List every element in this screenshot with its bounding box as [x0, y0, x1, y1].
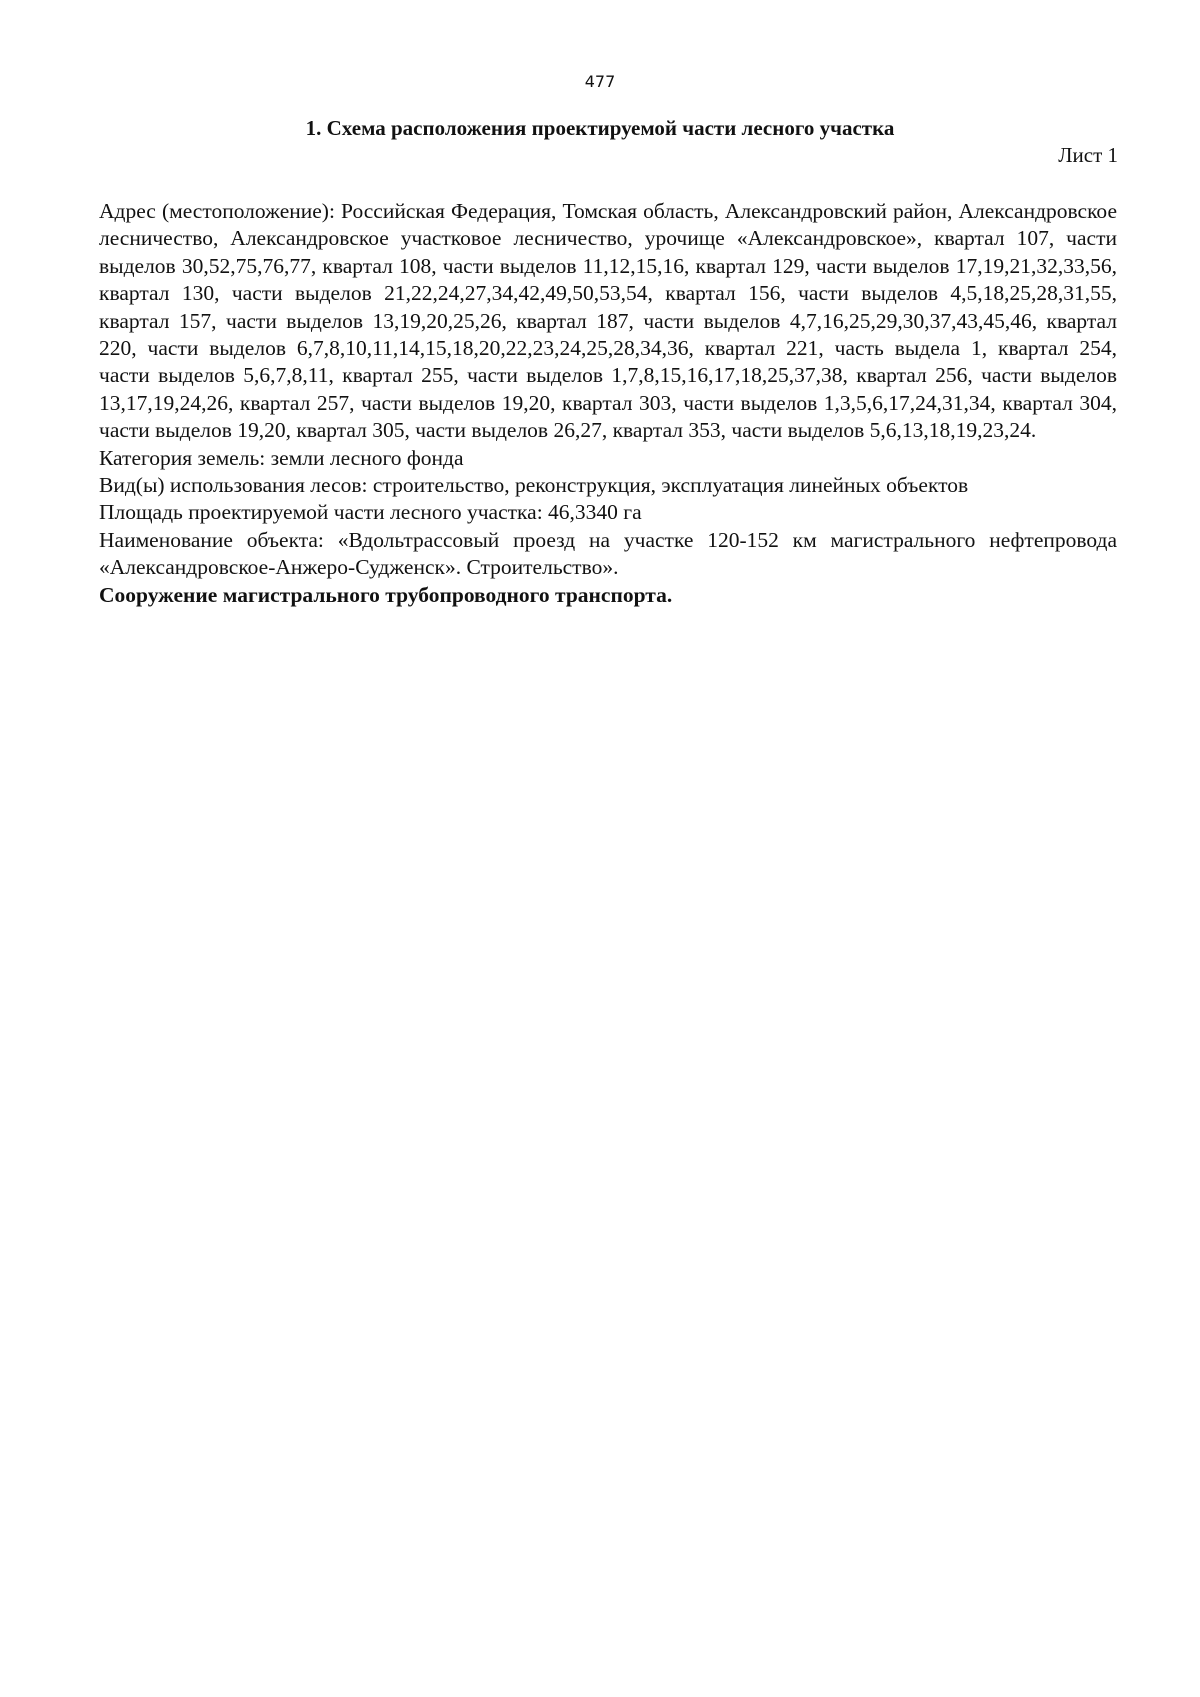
land-category-line: Категория земель: земли лесного фонда — [99, 445, 464, 470]
document-body — [99, 198, 1117, 609]
page-number: 477 — [584, 72, 616, 91]
document-title: 1. Схема расположения проектируемой части лесного участка — [305, 116, 895, 140]
address-paragraph: Адрес (местоположение): Российская Федерация, Томская область, Александровский район, Александровское лесничество, Александровское участковое лесничество, урочище «Александровское», квартал 107, части выделов 30,52,75,76,77, квартал 108, части выделов 11,12,15,16, квартал 129, части выделов 17,19,21,32,33,56, квартал 130, части выделов 21,22,24,27,34,42,49,50,53,54, квартал 156, части выделов 4,5,18,25,28,31,55, квартал 157, части выделов 13,19,20,25,26, квартал 187, части выделов 4,7,16,25,29,30,37,43,45,46, квартал 220, части выделов 6,7,8,10,11,14,15,18,20,22,23,24,25,28,34,36, квартал 221, часть выдела 1, квартал 254, части выделов 5,6,7,8,11, квартал 255, части выделов 1,7,8,15,16,17,18,25,37,38, квартал 256, части выделов 13,17,19,24,26, квартал 257, части выделов 19,20, квартал 303, части выделов 1,3,5,6,17,24,31,34, квартал 304, части выделов 19,20, квартал 305, части выделов 26,27, квартал 353, части выделов 5,6,13,18,19,23,24. — [99, 199, 1117, 443]
structure-type-line: Сооружение магистрального трубопроводного транспорта. — [99, 582, 673, 607]
sheet-label: Лист 1 — [1058, 143, 1118, 167]
object-name-paragraph: Наименование объекта: «Вдольтрассовый проезд на участке 120-152 км магистрального нефтепровода «Александровское-Анжеро-Судженск». Строительство». — [99, 527, 1117, 580]
forest-use-line: Вид(ы) использования лесов: строительство, реконструкция, эксплуатация линейных объектов — [99, 473, 969, 498]
area-line: Площадь проектируемой части лесного участка: 46,3340 га — [99, 500, 642, 525]
